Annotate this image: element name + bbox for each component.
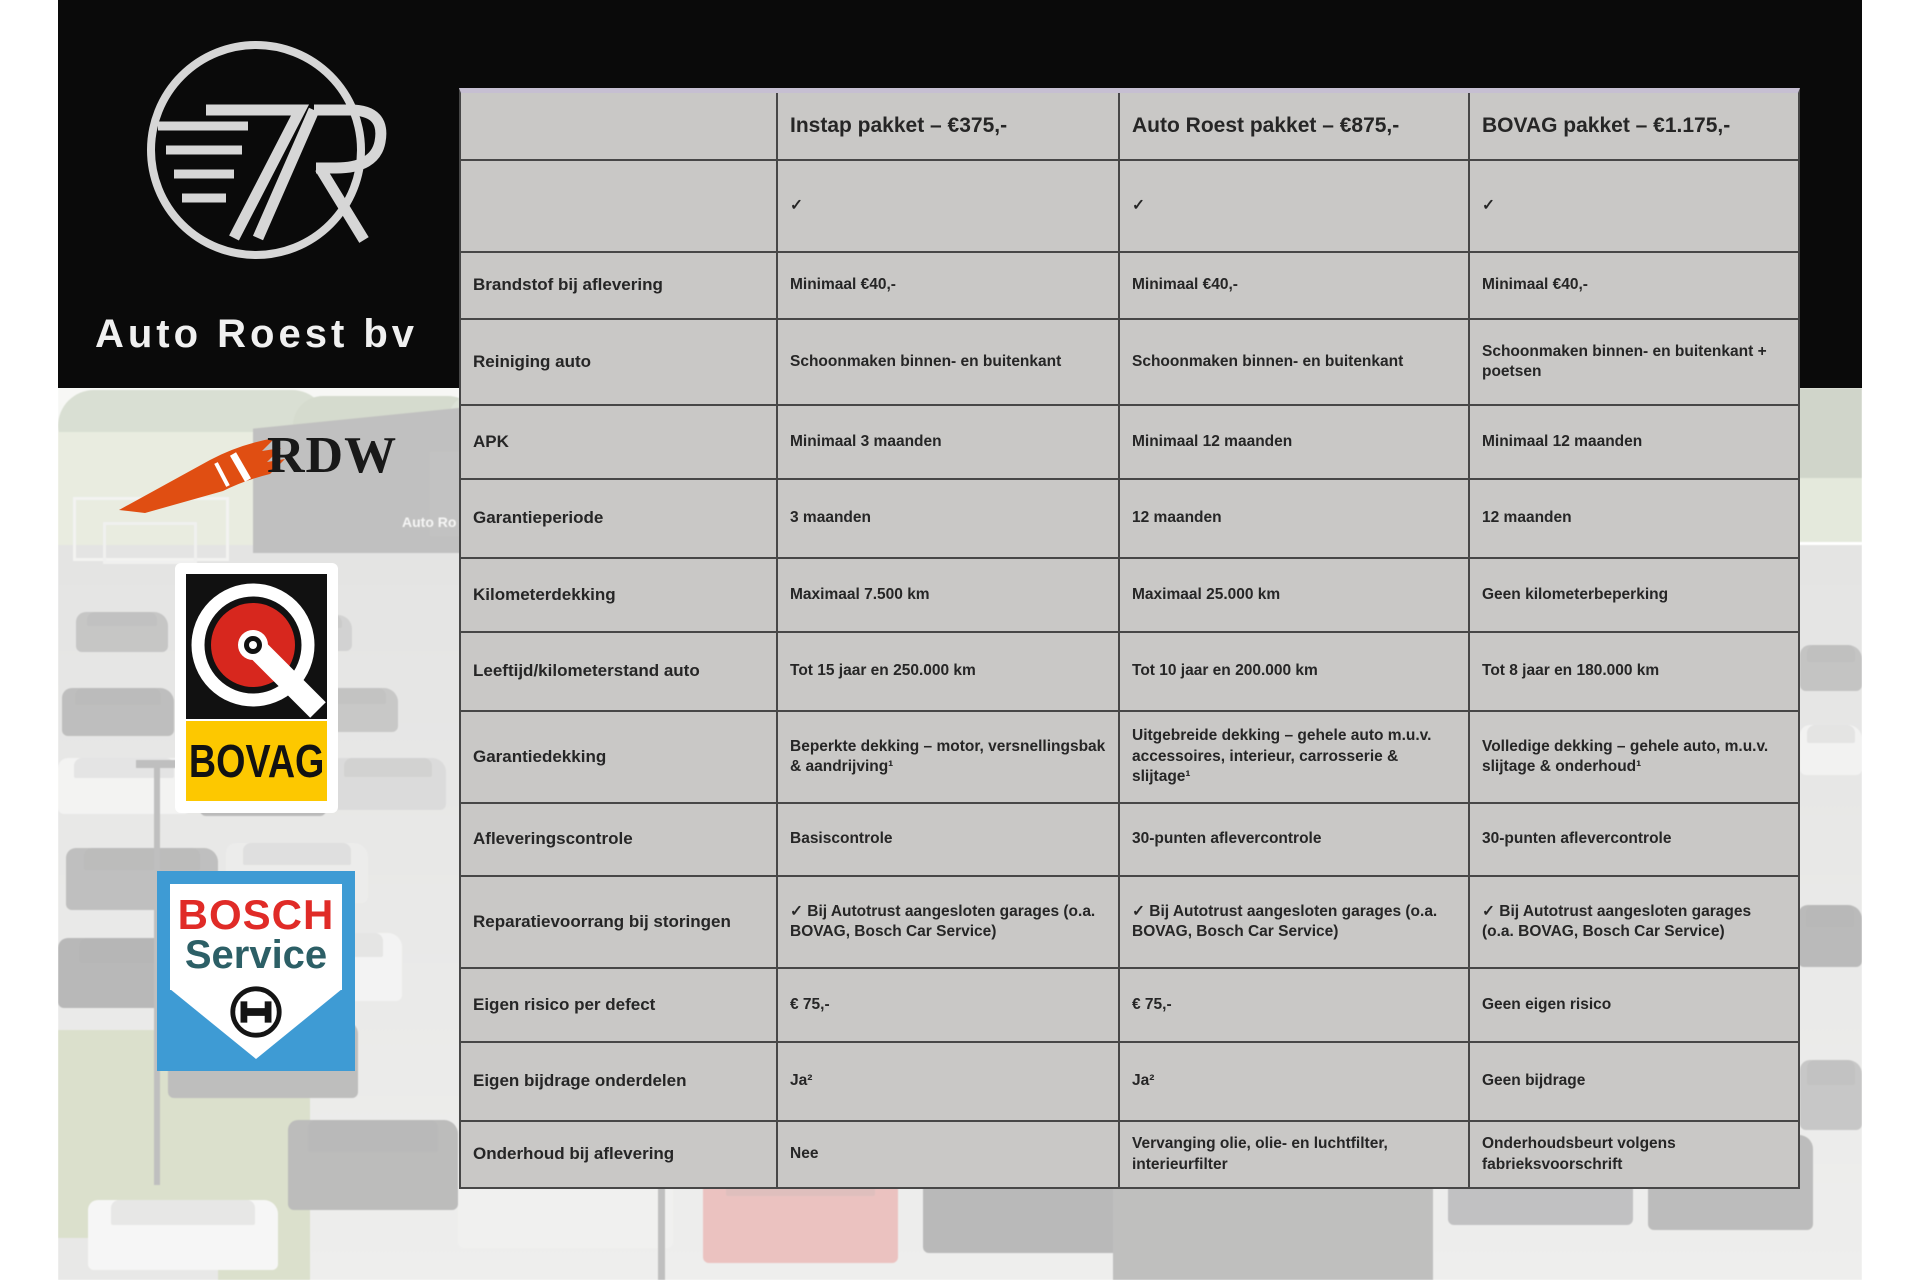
building-sign: Auto Ro — [402, 514, 457, 530]
photo-structure — [103, 522, 197, 564]
cell-value: Geen eigen risico — [1470, 969, 1798, 1041]
bovag-yellow-banner — [186, 721, 327, 801]
cell-value: Ja² — [1120, 1043, 1468, 1120]
row-label: Reiniging auto — [461, 320, 776, 404]
cell-value: Basiscontrole — [778, 804, 1118, 875]
cell-value: Minimaal 12 maanden — [1470, 406, 1798, 478]
cell-value: Tot 15 jaar en 250.000 km — [778, 633, 1118, 710]
auto-roest-monogram-icon — [58, 0, 455, 310]
row-label: Reparatievoorrang bij storingen — [461, 877, 776, 967]
cell-value: Beperkte dekking – motor, versnellingsbak & aandrijving¹ — [778, 712, 1118, 802]
cell-value: Tot 8 jaar en 180.000 km — [1470, 633, 1798, 710]
cell-value: Maximaal 7.500 km — [778, 559, 1118, 631]
row-label: APK — [461, 406, 776, 478]
light-pole-head — [136, 760, 176, 768]
cell-value: Tot 10 jaar en 200.000 km — [1120, 633, 1468, 710]
row-label: Afleveringscontrole — [461, 804, 776, 875]
row-label: Eigen bijdrage onderdelen — [461, 1043, 776, 1120]
car-silhouette — [1800, 725, 1862, 775]
cell-value: Schoonmaken binnen- en buitenkant — [778, 320, 1118, 404]
rdw-wing-icon — [115, 418, 285, 513]
row-label: Leeftijd/kilometerstand auto — [461, 633, 776, 710]
cell-value: Minimaal €40,- — [1120, 253, 1468, 318]
cell-value: € 75,- — [1120, 969, 1468, 1041]
poster-content — [58, 0, 1862, 1280]
bovag-logo — [175, 563, 338, 813]
cell-value: Minimaal €40,- — [1470, 253, 1798, 318]
cell-value: ✓ — [1120, 161, 1468, 251]
cell-value: ✓ — [1470, 161, 1798, 251]
column-header-empty — [461, 93, 776, 159]
row-label: Garantiedekking — [461, 712, 776, 802]
cell-value: 30-punten aflevercontrole — [1470, 804, 1798, 875]
cell-value: 12 maanden — [1470, 480, 1798, 557]
column-header-instap: Instap pakket – €375,- — [778, 93, 1118, 159]
car-silhouette — [1800, 645, 1862, 691]
car-silhouette — [76, 612, 168, 652]
cell-value: Vervanging olie, olie- en luchtfilter, interieurfilter — [1120, 1122, 1468, 1187]
bosch-service-wordmark: Service — [184, 933, 328, 977]
cell-value: Geen kilometerbeperking — [1470, 559, 1798, 631]
rdw-logo — [115, 418, 415, 518]
cell-value: ✓ Bij Autotrust aangesloten garages (o.a. BOVAG, Bosch Car Service) — [778, 877, 1118, 967]
package-comparison-table — [459, 88, 1800, 1189]
cell-value: Maximaal 25.000 km — [1120, 559, 1468, 631]
car-silhouette — [62, 688, 174, 736]
cell-value: Minimaal 3 maanden — [778, 406, 1118, 478]
cell-value: ✓ Bij Autotrust aangesloten garages (o.a. BOVAG, Bosch Car Service) — [1120, 877, 1468, 967]
column-header-auto-roest: Auto Roest pakket – €875,- — [1120, 93, 1468, 159]
car-silhouette — [330, 758, 446, 810]
bosch-service-logo — [157, 871, 355, 1071]
bovag-wordmark: BOVAG — [188, 735, 325, 787]
cell-value: 12 maanden — [1120, 480, 1468, 557]
bosch-armature-icon — [227, 983, 285, 1041]
car-silhouette — [288, 1120, 458, 1210]
cell-value: 3 maanden — [778, 480, 1118, 557]
cell-value: Geen bijdrage — [1470, 1043, 1798, 1120]
cell-value: ✓ Bij Autotrust aangesloten garages (o.a. BOVAG, Bosch Car Service) — [1470, 877, 1798, 967]
row-label: Garantieperiode — [461, 480, 776, 557]
row-label: Brandstof bij aflevering — [461, 253, 776, 318]
row-label: Kilometerdekking — [461, 559, 776, 631]
column-header-bovag: BOVAG pakket – €1.175,- — [1470, 93, 1798, 159]
auto-roest-logo — [58, 0, 455, 390]
photo-field — [1793, 478, 1862, 542]
cell-value: Volledige dekking – gehele auto, m.u.v. slijtage & onderhoud¹ — [1470, 712, 1798, 802]
row-label: Onderhoud bij aflevering — [461, 1122, 776, 1187]
cell-value: Ja² — [778, 1043, 1118, 1120]
row-label: Eigen risico per defect — [461, 969, 776, 1041]
car-silhouette — [88, 1200, 278, 1270]
cell-value: € 75,- — [778, 969, 1118, 1041]
car-silhouette — [1798, 905, 1862, 967]
cell-value: ✓ — [778, 161, 1118, 251]
cell-value: Nee — [778, 1122, 1118, 1187]
row-label — [461, 161, 776, 251]
car-silhouette — [1800, 1060, 1862, 1130]
brand-name: Auto Roest bv — [94, 312, 419, 356]
bovag-mark-icon — [186, 574, 327, 719]
cell-value: Minimaal 12 maanden — [1120, 406, 1468, 478]
cell-value: Uitgebreide dekking – gehele auto m.u.v. accessoires, interieur, carrosserie & slijtage¹ — [1120, 712, 1468, 802]
cell-value: Schoonmaken binnen- en buitenkant — [1120, 320, 1468, 404]
cell-value: 30-punten aflevercontrole — [1120, 804, 1468, 875]
cell-value: Schoonmaken binnen- en buitenkant + poetsen — [1470, 320, 1798, 404]
bosch-wordmark: BOSCH — [177, 891, 335, 938]
cell-value: Minimaal €40,- — [778, 253, 1118, 318]
cell-value: Onderhoudsbeurt volgens fabrieksvoorschrift — [1470, 1122, 1798, 1187]
rdw-wordmark: RDW — [267, 427, 398, 484]
